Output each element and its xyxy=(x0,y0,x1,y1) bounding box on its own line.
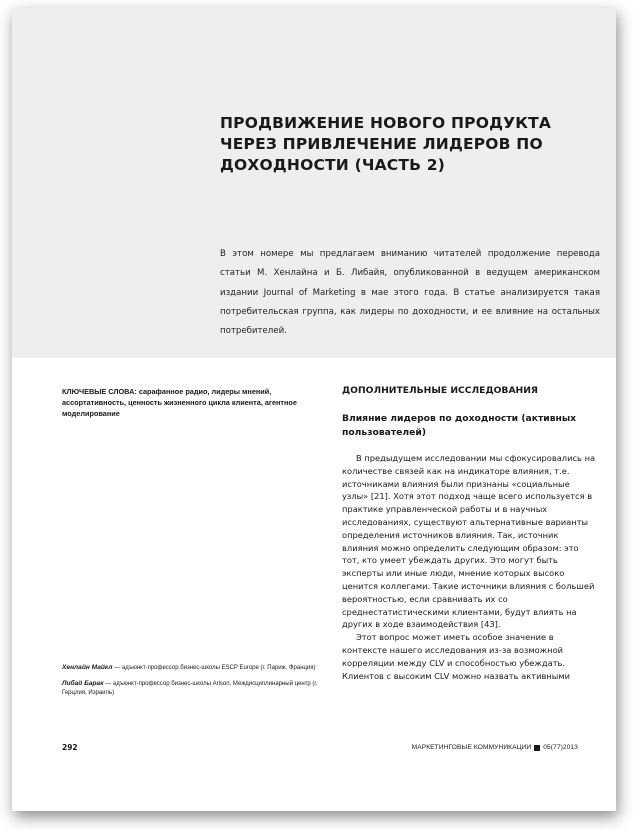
author-entry xyxy=(62,679,332,698)
article-lead: В этом номере мы предлагаем вниманию читателей продолжение перевода статьи М. Хенлайна и Б. Либайя, опубликованной в ведущем американском издании Journal of Marketing в мае этого года. В статье анализируется такая потребительская группа, как лидеры по доходности, и ее влияние на остальных потребителей. xyxy=(220,249,600,337)
keywords-label: КЛЮЧЕВЫЕ СЛОВА: xyxy=(62,387,137,396)
magazine-page xyxy=(12,8,616,811)
journal-issue: 05(77)2013 xyxy=(543,744,578,751)
keywords xyxy=(62,386,327,419)
article-title: ПРОДВИЖЕНИЕ НОВОГО ПРОДУКТА ЧЕРЕЗ ПРИВЛЕЧЕНИЕ ЛИДЕРОВ ПО ДОХОДНОСТИ (ЧАСТЬ 2) xyxy=(220,114,552,174)
section-subheading: Влияние лидеров по доходности (активных пользователей) xyxy=(342,413,577,438)
author-entry xyxy=(62,663,332,673)
journal-footer xyxy=(412,744,578,751)
paragraph: В предыдущем исследовании мы сфокусировались на количестве связей как на индикаторе влияния, т.е. источниками влияния были признаны «социальные узлы» [21]. Хотя этот подход чаще всего используется в практике управленческой работы и в научных исследованиях, существуют альтернативные варианты определения источников влияния. Так, источник влияния можно определить следующим образом: это тот, кто умеет убеждать других. Это могут быть эксперты или иные люди, мнение которых высоко ценится коллегами. Такие источники влияния с большей вероятностью, если сравнивать их со среднестатистическими клиентами, будут влиять на других в ходе взаимодействия [43]. xyxy=(342,453,596,630)
page-number: 292 xyxy=(62,743,78,752)
author-list xyxy=(62,663,332,704)
author-name: Либай Барак xyxy=(62,680,104,687)
author-name: Хенлайн Майкл xyxy=(62,664,113,671)
square-icon xyxy=(534,745,540,751)
journal-name: МАРКЕТИНГОВЫЕ КОММУНИКАЦИИ xyxy=(411,744,532,751)
author-description: — адъюнкт-профессор бизнес-школы Arison, Междисциплинарный центр (г. Герцлия, Израиль) xyxy=(62,681,318,696)
paragraph: Этот вопрос может иметь особое значение в контексте нашего исследования из-за возможной корреляции между CLV и способностью убеждать. Клиентов с высоким CLV можно назвать активными xyxy=(342,632,570,681)
section-heading: ДОПОЛНИТЕЛЬНЫЕ ИССЛЕДОВАНИЯ xyxy=(342,385,539,396)
body-text xyxy=(342,452,597,682)
author-description: — адъюнкт-профессор бизнес-школы ESCP Europe (г. Париж, Франция) xyxy=(112,665,316,671)
keywords-text: сарафанное радио, лидеры мнений, ассортативность, ценность жизненного цикла клиента, агентное моделирование xyxy=(62,387,297,418)
